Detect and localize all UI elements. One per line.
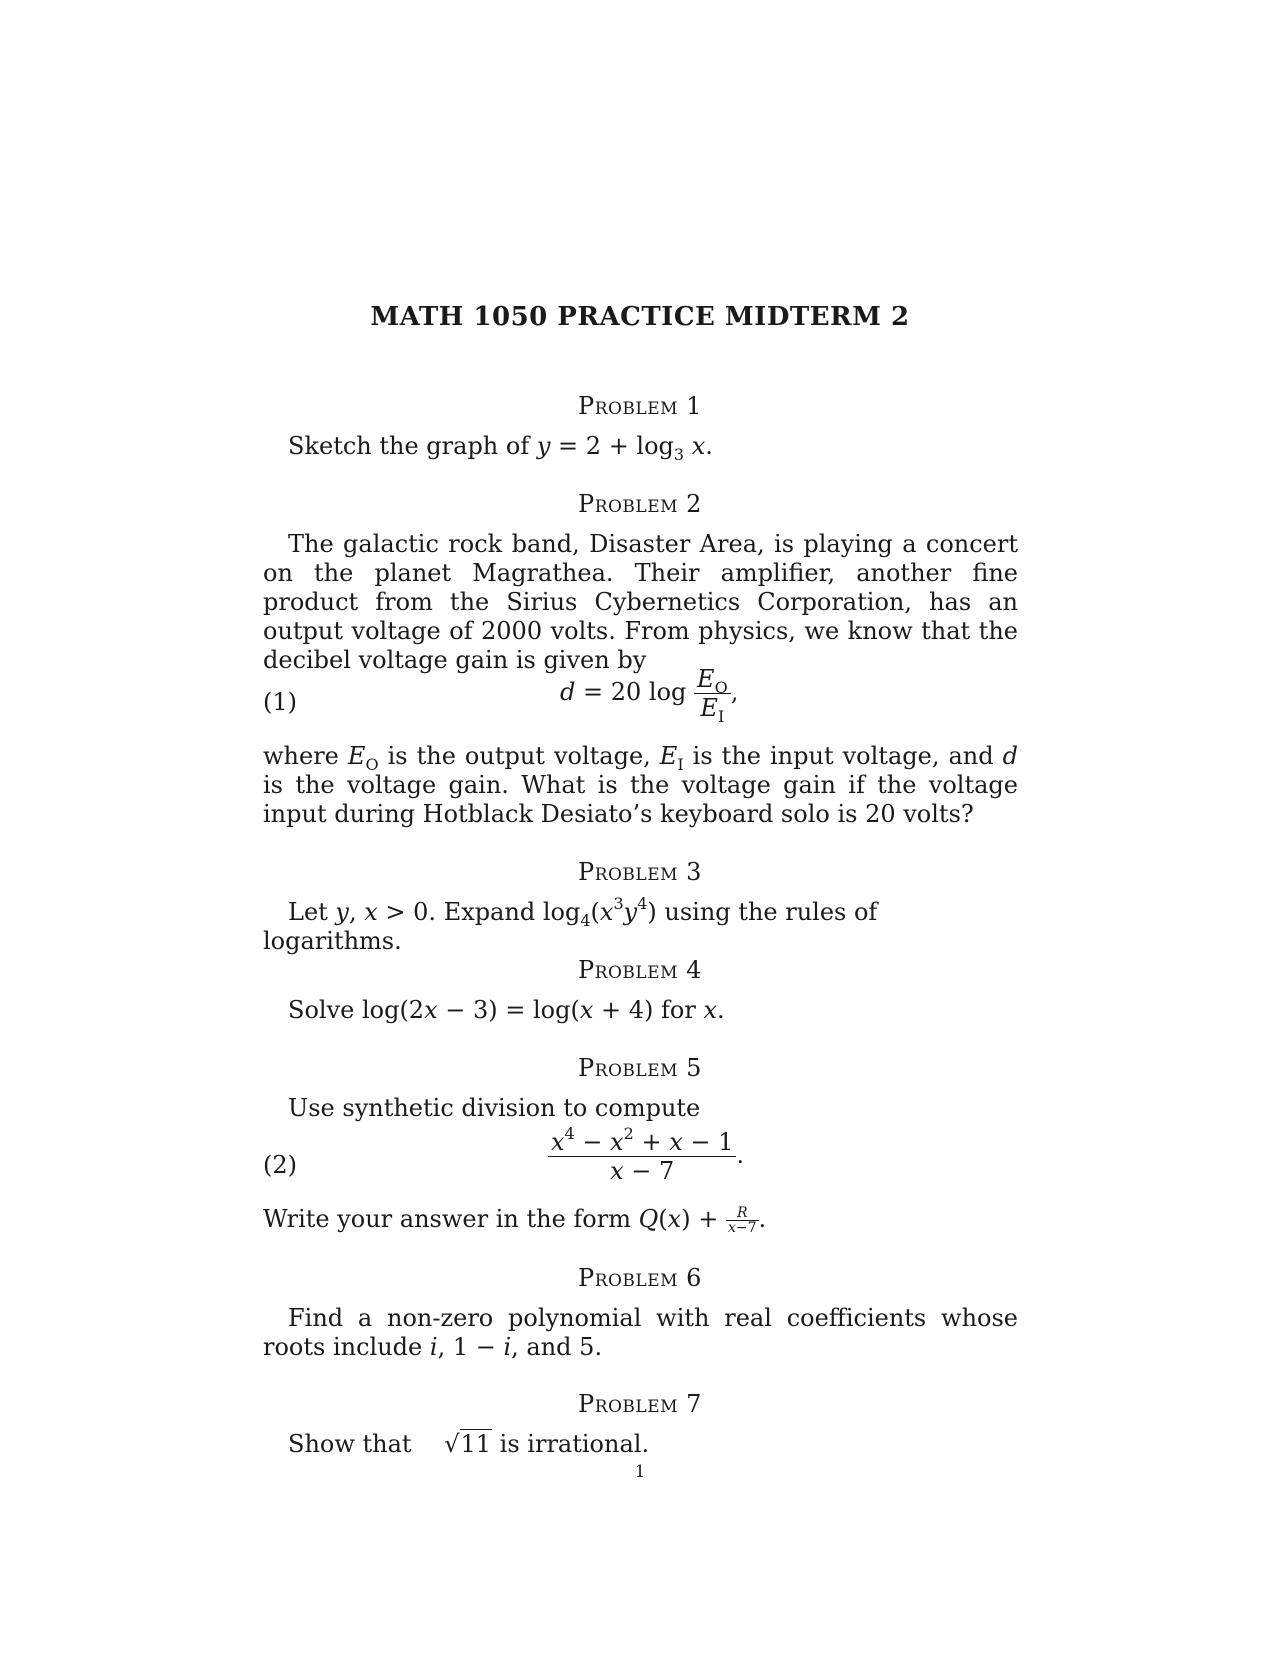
problem-6-text: Find a non-zero polynomial with real coefficients whose roots include i, 1 − i, and 5.	[263, 1304, 1018, 1361]
problem-1-text: Sketch the graph of $y = 2 + \log_3 x$.	[288, 432, 713, 464]
sqrt-11: √11	[444, 1430, 492, 1458]
problem-1-heading: Problem 1	[578, 392, 702, 420]
problem-6-heading: Problem 6	[578, 1264, 702, 1292]
problem-4-text: Solve log(2x − 3) = log(x + 4) for x.	[288, 996, 725, 1024]
problem-3-heading: Problem 3	[578, 858, 702, 886]
equation-1: d = 20 log $\frac{E_O}{E_I}$ ,	[560, 665, 739, 726]
problem-6-text-main: Find a non-zero polynomial with real coefficients whose roots include	[263, 1304, 1018, 1361]
problem-2-after-text: where $E_O$ is the output voltage, $E_I$ is the input voltage, and d is the voltage gain. What is the voltage gain if the voltage input during Hotblack Desiato’s keyboard solo is 20 volts?	[263, 742, 1018, 828]
equation-2-number: (2)	[263, 1151, 297, 1179]
problem-2-heading: Problem 2	[578, 490, 702, 518]
problem-7-text: Show that √11 is irrational.	[288, 1430, 650, 1458]
page-title: MATH 1050 PRACTICE MIDTERM 2	[370, 302, 910, 332]
equation-1-number: (1)	[263, 688, 297, 716]
problem-5-intro: Use synthetic division to compute	[288, 1094, 701, 1122]
problem-4-heading: Problem 4	[578, 956, 702, 984]
problem-5-answer-form: Write your answer in the form Q(x) + $\frac{R}{x-7}$ .	[263, 1205, 767, 1236]
problem-5-heading: Problem 5	[578, 1054, 702, 1082]
problem-2-text: The galactic rock band, Disaster Area, is playing a concert on the planet Magrathea. Their amplifier, another fine product from the Sirius Cybernetics Corporation, has an output voltage of 2000 volts. From physics, we know that the decibel voltage gain is given by	[263, 530, 1018, 674]
problem-7-heading: Problem 7	[578, 1390, 702, 1418]
problem-3-text: Let y, x > 0. Expand $\log_4(x^3y^4)$ using the rules of logarithms.	[263, 894, 878, 955]
equation-2: $\frac{x^4 - x^2 + x - 1}{x - 7}$ .	[548, 1128, 744, 1185]
answer-form-label: Write your answer in the form	[263, 1205, 631, 1233]
page-number: 1	[634, 1462, 646, 1482]
problem-2-after-text-tail: is the voltage gain. What is the voltage gain if the voltage input during Hotblack Desiato’s keyboard solo is 20 volts?	[263, 771, 1018, 828]
